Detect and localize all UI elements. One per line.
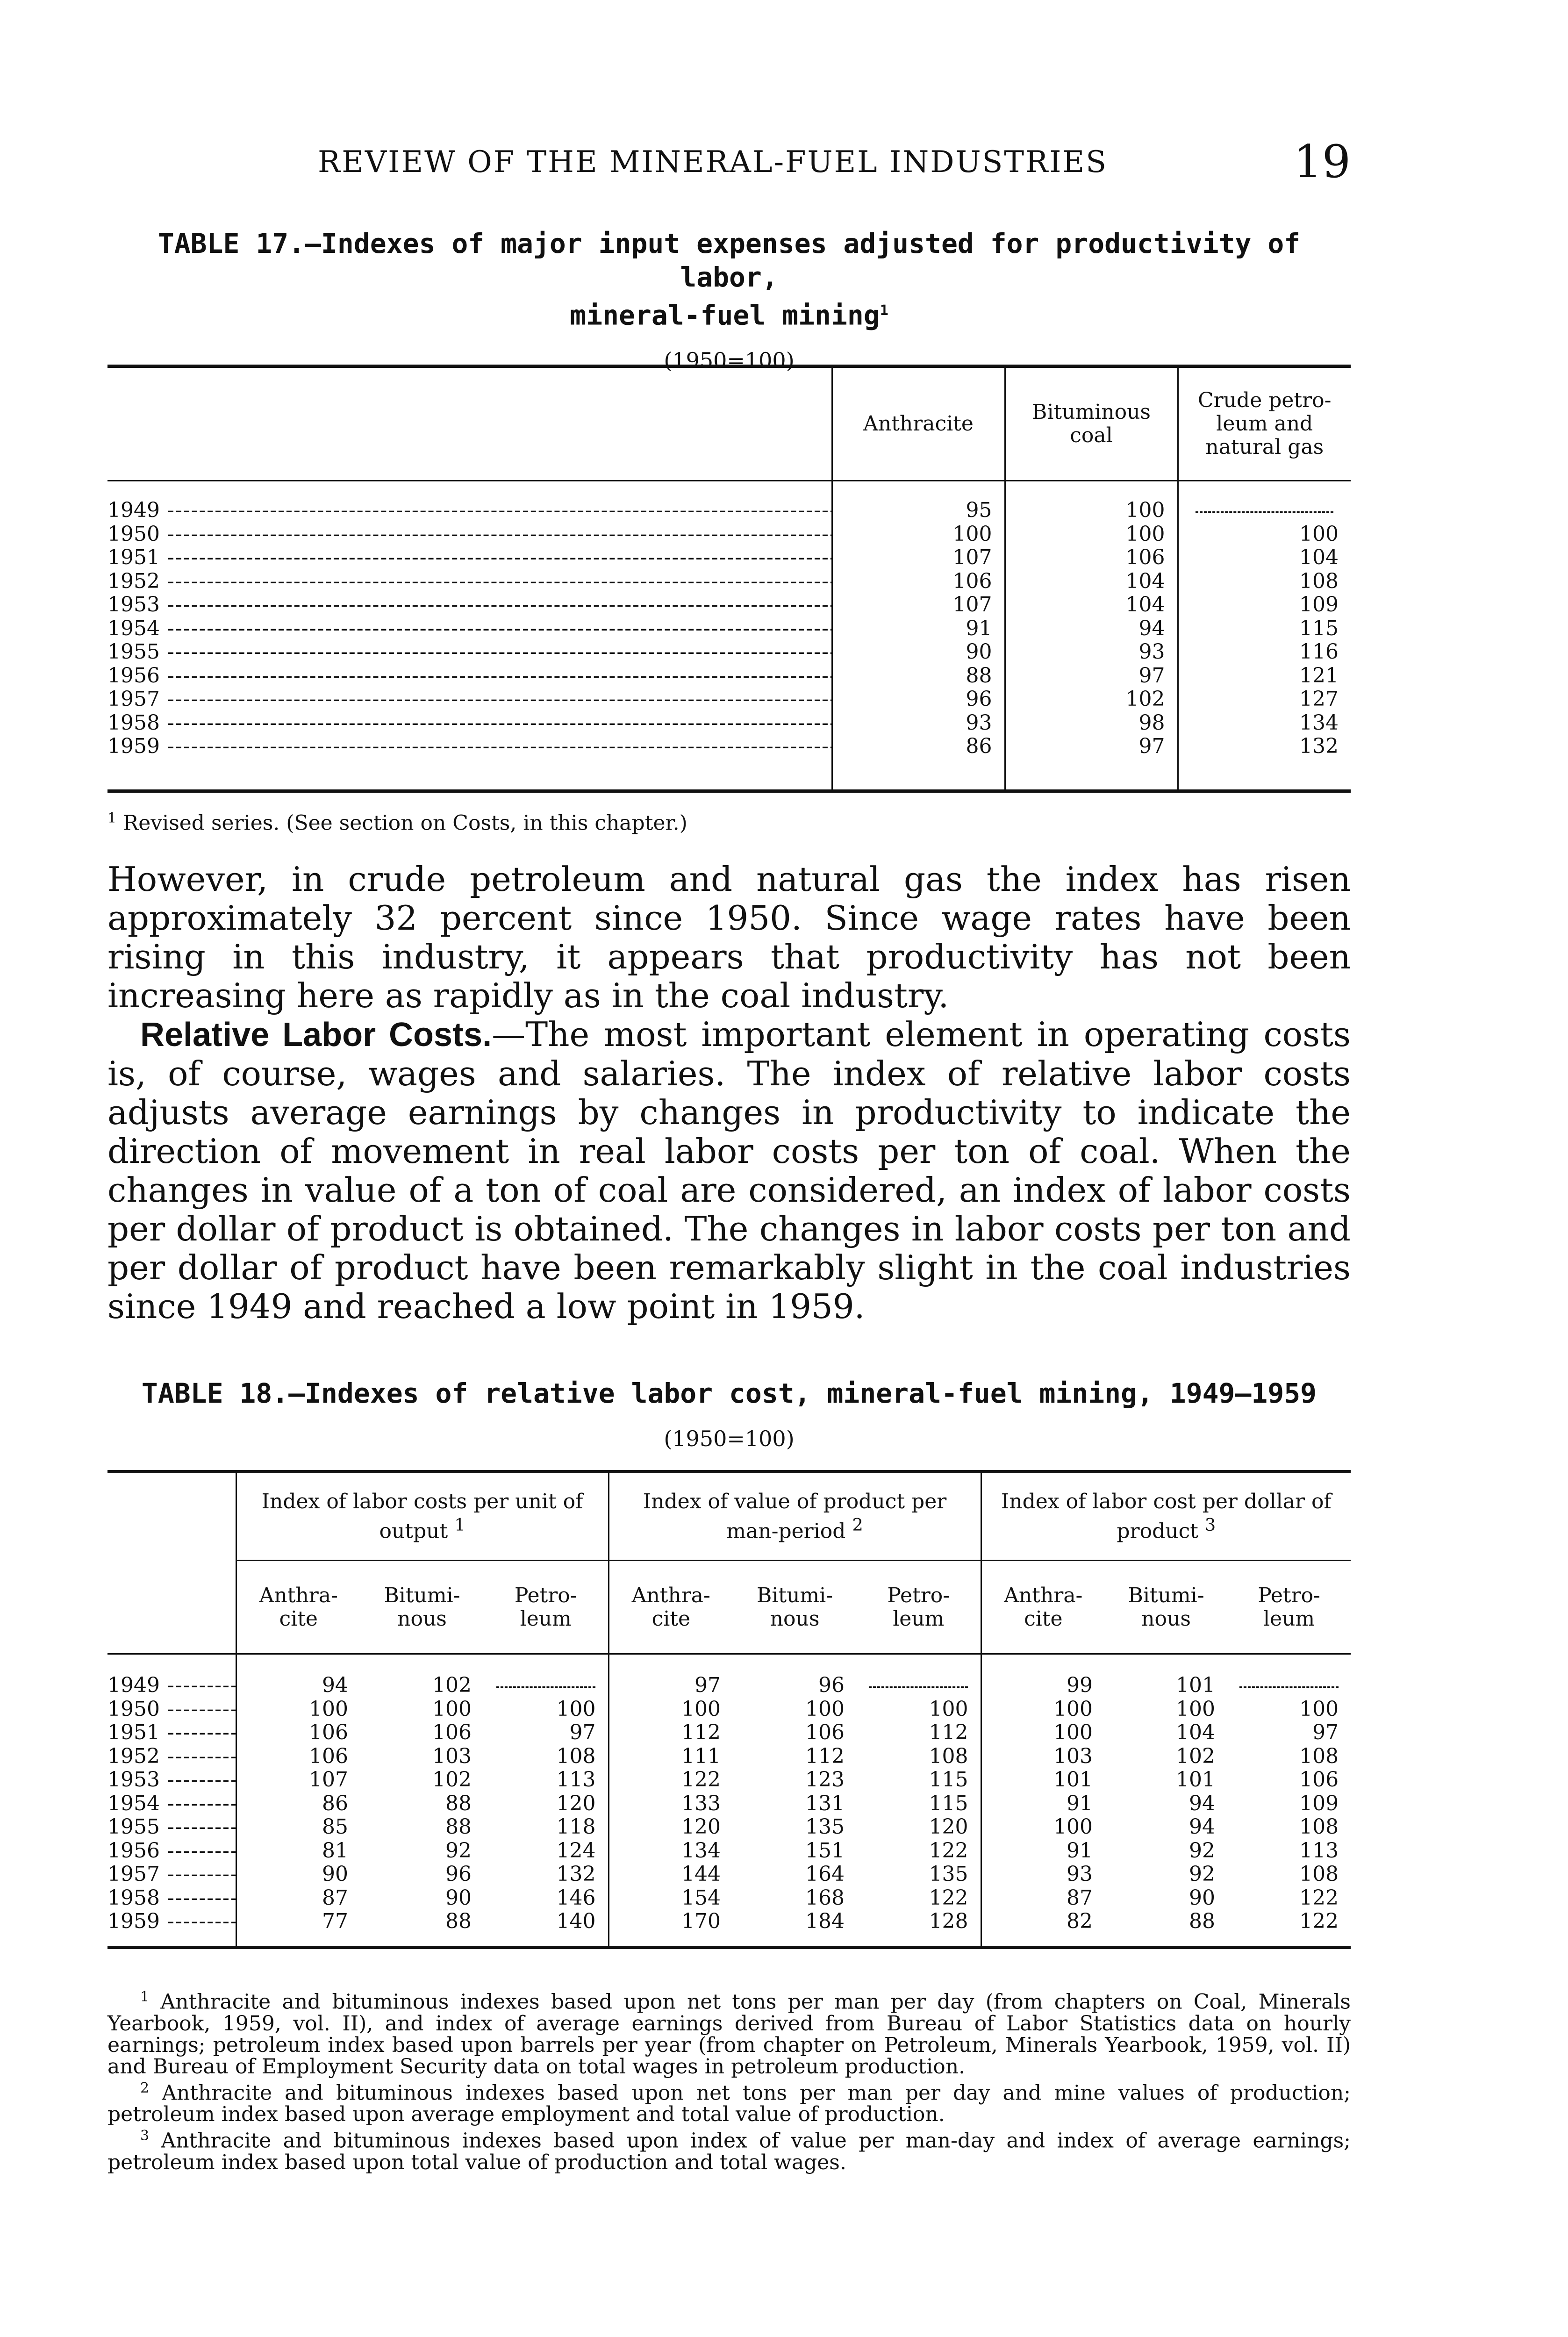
table18-row	[107, 1698, 1351, 1721]
table18-cell-year: 1959 -----	[107, 1910, 236, 1934]
table18-cell-value: 120	[556, 1791, 596, 1815]
table18-cell-value: 144	[609, 1863, 733, 1886]
table18-cell-value: 96	[445, 1862, 472, 1886]
table18-cell-value: 112	[609, 1721, 733, 1745]
table18-cell-value: 100	[929, 1697, 968, 1721]
table18-cell-value: 101	[1176, 1673, 1216, 1697]
table18-cell-value: 118	[556, 1815, 596, 1839]
table18-row	[107, 1674, 1351, 1698]
page-number: 19	[1293, 136, 1351, 188]
table18-cell-value: 108	[1299, 1862, 1339, 1886]
table17-cell-petroleum: 115	[1178, 617, 1351, 641]
table17-cell-year: 1957 -----	[107, 688, 832, 711]
table18-cell-value: 87	[981, 1886, 1105, 1910]
table18-cell-value: 100	[236, 1698, 360, 1721]
table18-row	[107, 1792, 1351, 1816]
table18-cell-value: 135	[805, 1815, 845, 1839]
table18-cell-value: 90	[236, 1863, 360, 1886]
table18-group-value-per-man-period: Index of value of product per man-period $^2$	[609, 1472, 981, 1561]
body-text	[107, 860, 1351, 1326]
table17-cell-anthracite: 100	[832, 523, 1005, 546]
table17-cell-bituminous: 102	[1005, 688, 1178, 711]
table17-row	[107, 735, 1351, 759]
body-paragraph-2-text: —The most important element in operating costs is, of course, wages and salaries. The index of relative labor costs adjusts average earnings by changes in productivity to indicate the direction of movement in real labor costs per ton of coal. When the changes in value of a ton of coal are considered, an index of labor costs per dollar of product is obtained. The changes in labor costs per ton and per dollar of product have been remarkably slight in the coal industries since 1949 and reached a low point in 1959.	[107, 1015, 1351, 1326]
table18-sub-petroleum-2: Petro-leum	[857, 1561, 981, 1654]
table18-cell-value: 100	[1299, 1697, 1339, 1721]
table18-group-header-row	[107, 1472, 1351, 1561]
table18-row	[107, 1721, 1351, 1745]
table18-cell-value: 102	[1176, 1744, 1216, 1768]
table17-cell-anthracite: 90	[832, 640, 1005, 664]
table18-note-text: Anthracite and bituminous indexes based upon net tons per man per day and mine values of production; petroleum index based upon average employment and total value of production.	[107, 2081, 1351, 2127]
table18-cell-year: 1956 -----	[107, 1839, 236, 1863]
table17-title-line1: TABLE 17.—Indexes of major input expenses adjusted for productivity of labor,	[158, 228, 1301, 293]
table18-sub-anthracite-1: Anthra-cite	[236, 1561, 360, 1654]
table17-row	[107, 570, 1351, 594]
table18-cell-value: 113	[1299, 1838, 1339, 1863]
table18-cell-value: 88	[445, 1815, 472, 1839]
table17-cell-bituminous: 100	[1005, 499, 1178, 523]
table17-cell-bituminous: 97	[1005, 664, 1178, 688]
table18-cell-value: 94	[236, 1674, 360, 1698]
table17-header-row	[107, 366, 1351, 481]
table18-cell-year: 1951 -----	[107, 1721, 236, 1745]
table18-cell-value	[484, 1674, 609, 1698]
table17-cell-petroleum	[1178, 499, 1351, 523]
table18-cell-value: 122	[1299, 1909, 1339, 1933]
table18-row	[107, 1745, 1351, 1769]
table18-cell-value: 91	[981, 1792, 1105, 1816]
table18-cell-value: 97	[569, 1720, 596, 1744]
table18-group-labor-cost-per-unit: Index of labor costs per unit of output $^1$	[236, 1472, 609, 1561]
table17-row	[107, 688, 1351, 711]
table18-cell-value: 85	[236, 1815, 360, 1839]
table18-cell-value: 102	[432, 1768, 472, 1792]
page-header	[107, 136, 1351, 192]
table17-cell-year: 1952 -----	[107, 570, 832, 594]
table18-cell-value: 146	[556, 1885, 596, 1910]
table18-cell-year: 1952 -----	[107, 1745, 236, 1769]
table18-cell-value: 168	[805, 1885, 845, 1910]
table18-body	[107, 1674, 1351, 1934]
table18-cell-value: 106	[432, 1720, 472, 1744]
table18-cell-value: 101	[981, 1768, 1105, 1792]
table18-cell-value: 97	[1312, 1720, 1339, 1744]
table18-sub-petroleum-1: Petro-leum	[484, 1561, 609, 1654]
table18-cell-value: 99	[981, 1674, 1105, 1698]
table18-caption	[107, 1376, 1351, 1451]
running-head: REVIEW OF THE MINERAL-FUEL INDUSTRIES	[318, 145, 1108, 179]
table17-title-note-mark: 1	[880, 302, 888, 319]
table18-cell-value: 122	[1299, 1885, 1339, 1910]
table18-cell-value: 97	[609, 1674, 733, 1698]
table17-cell-anthracite: 88	[832, 664, 1005, 688]
table17-col-petroleum: Crude petro-leum and natural gas	[1178, 366, 1351, 481]
table18-cell-value: 102	[432, 1673, 472, 1697]
table17-cell-bituminous: 104	[1005, 593, 1178, 617]
table18-row	[107, 1815, 1351, 1839]
table18-cell-value: 111	[609, 1745, 733, 1769]
table18-cell-value: 115	[929, 1768, 968, 1792]
table18-cell-year: 1954 -----	[107, 1792, 236, 1816]
table17-row	[107, 664, 1351, 688]
dash-leader	[496, 1686, 595, 1688]
table17-cell-bituminous: 98	[1005, 711, 1178, 735]
table18-row	[107, 1768, 1351, 1792]
table18-base: (1950=100)	[664, 1426, 795, 1451]
table18-cell-value: 106	[1299, 1768, 1339, 1792]
table18-row	[107, 1863, 1351, 1886]
table18-note-mark: 2	[140, 2079, 150, 2096]
table17-title-line2: mineral-fuel mining	[570, 299, 880, 331]
table17-cell-petroleum: 104	[1178, 546, 1351, 570]
table18-cell-value: 108	[929, 1744, 968, 1768]
table18-cell-value: 100	[981, 1815, 1105, 1839]
table18-sub-bituminous-1: Bitumi-nous	[360, 1561, 484, 1654]
table18-row	[107, 1839, 1351, 1863]
table18-cell-value: 100	[981, 1721, 1105, 1745]
table18-cell-value: 108	[1299, 1744, 1339, 1768]
table18-cell-value: 92	[1189, 1862, 1216, 1886]
table18-cell-value: 82	[981, 1910, 1105, 1934]
table18-cell-year: 1950 -----	[107, 1698, 236, 1721]
table18-cell-value: 94	[1189, 1791, 1216, 1815]
table18-cell-value: 106	[236, 1721, 360, 1745]
table17-col-anthracite: Anthracite	[832, 366, 1005, 481]
table18-cell-value: 170	[609, 1910, 733, 1934]
table18-cell-value: 94	[1189, 1815, 1216, 1839]
table18	[107, 1470, 1351, 1949]
table18-cell-value: 131	[805, 1791, 845, 1815]
table18-cell-value: 135	[929, 1862, 968, 1886]
table17-cell-year: 1954 -----	[107, 617, 832, 641]
table18-cell-value: 115	[929, 1791, 968, 1815]
table18-cell-value: 106	[805, 1720, 845, 1744]
table17-cell-petroleum: 100	[1178, 523, 1351, 546]
table17-cell-petroleum: 121	[1178, 664, 1351, 688]
dash-leader	[869, 1686, 968, 1688]
table17-footnote-mark: 1	[107, 810, 117, 826]
table18-cell-value: 77	[236, 1910, 360, 1934]
table17-title	[107, 227, 1351, 332]
table18-cell-value: 120	[929, 1815, 968, 1839]
table17-row	[107, 711, 1351, 735]
table18-cell-value: 133	[609, 1792, 733, 1816]
table18-cell-value: 103	[432, 1744, 472, 1768]
table18-cell-value: 92	[1189, 1838, 1216, 1863]
table18-cell-value: 90	[445, 1885, 472, 1910]
table17-caption	[107, 227, 1351, 373]
table18-cell-year: 1953 -----	[107, 1768, 236, 1792]
table17-cell-bituminous: 100	[1005, 523, 1178, 546]
table17-cell-petroleum: 127	[1178, 688, 1351, 711]
table18-cell-value: 101	[1176, 1768, 1216, 1792]
table18-note	[107, 2125, 1351, 2173]
table18-cell-value: 100	[609, 1698, 733, 1721]
table18-cell-value: 100	[805, 1697, 845, 1721]
table18-stub-header	[107, 1472, 236, 1654]
table18-cell-value: 86	[236, 1792, 360, 1816]
table18-cell-value: 151	[805, 1838, 845, 1863]
table17	[107, 365, 1351, 793]
table18-sub-bituminous-2: Bitumi-nous	[733, 1561, 857, 1654]
table18-row	[107, 1910, 1351, 1934]
table17-cell-year: 1958 -----	[107, 711, 832, 735]
table18-cell-value: 108	[556, 1744, 596, 1768]
table18-cell-value: 100	[981, 1698, 1105, 1721]
table18-cell-value: 112	[929, 1720, 968, 1744]
table18-cell-value: 113	[556, 1768, 596, 1792]
table18-cell-value: 88	[445, 1909, 472, 1933]
table17-row	[107, 499, 1351, 523]
table18-note-text: Anthracite and bituminous indexes based upon index of value per man-day and index of average earnings; petroleum index based upon total value of production and total wages.	[107, 2129, 1351, 2174]
table18-note-mark: 3	[140, 2128, 150, 2144]
table17-cell-year: 1955 -----	[107, 640, 832, 664]
table18-cell-value: 107	[236, 1768, 360, 1792]
table17-cell-year: 1956 -----	[107, 664, 832, 688]
table18-cell-value: 124	[556, 1838, 596, 1863]
table17-cell-anthracite: 107	[832, 546, 1005, 570]
table18-notes	[107, 1986, 1351, 2173]
table18-cell-value: 93	[981, 1863, 1105, 1886]
table17-row	[107, 640, 1351, 664]
table18-cell-value: 106	[236, 1745, 360, 1769]
table18-cell-value: 100	[432, 1697, 472, 1721]
table18-cell-year: 1957 -----	[107, 1863, 236, 1886]
table17-cell-year: 1951 -----	[107, 546, 832, 570]
table18-cell-value: 184	[805, 1909, 845, 1933]
dash-leader	[1239, 1686, 1338, 1688]
table18-subheader-row	[107, 1561, 1351, 1654]
body-paragraph-2	[107, 1015, 1351, 1326]
table18-cell-value: 112	[805, 1744, 845, 1768]
table17-row	[107, 546, 1351, 570]
table18-cell-value: 87	[236, 1886, 360, 1910]
table18-cell-value	[857, 1674, 981, 1698]
table18-cell-value: 140	[556, 1909, 596, 1933]
table17-cell-anthracite: 91	[832, 617, 1005, 641]
table18-cell-value: 164	[805, 1862, 845, 1886]
table17-col-bituminous: Bituminous coal	[1005, 366, 1178, 481]
table18-cell-value: 100	[1176, 1697, 1216, 1721]
table18-cell-value: 128	[929, 1909, 968, 1933]
body-paragraph-1: However, in crude petroleum and natural gas the index has risen approximately 32 percent since 1950. Since wage rates have been rising in this industry, it appears that productivity has not been increasing here as rapidly as in the coal industry.	[107, 860, 1351, 1015]
table17-cell-petroleum: 108	[1178, 570, 1351, 594]
table18-cell-value: 88	[445, 1791, 472, 1815]
table18-cell-value: 88	[1189, 1909, 1216, 1933]
table17-cell-anthracite: 86	[832, 735, 1005, 759]
table18-cell-value: 108	[1299, 1815, 1339, 1839]
table18-cell-value: 104	[1176, 1720, 1216, 1744]
table17-base: (1950=100)	[664, 348, 795, 373]
table17-cell-year: 1953 -----	[107, 593, 832, 617]
table17-footnote-text: Revised series. (See section on Costs, in this chapter.)	[123, 811, 687, 835]
table18-note	[107, 2078, 1351, 2126]
table17-cell-anthracite: 107	[832, 593, 1005, 617]
table18-cell-value: 103	[981, 1745, 1105, 1769]
table18-cell-value: 92	[445, 1838, 472, 1863]
table18-cell-value: 100	[556, 1697, 596, 1721]
table18-cell-value: 123	[805, 1768, 845, 1792]
table18-cell-value: 120	[609, 1815, 733, 1839]
table17-row	[107, 617, 1351, 641]
table17-cell-anthracite: 95	[832, 499, 1005, 523]
table18-cell-year: 1958 -----	[107, 1886, 236, 1910]
table18-cell-value: 122	[609, 1768, 733, 1792]
table17-cell-bituminous: 94	[1005, 617, 1178, 641]
table17-cell-bituminous: 97	[1005, 735, 1178, 759]
table18-sub-anthracite-3: Anthra-cite	[981, 1561, 1105, 1654]
table18-cell-value: 81	[236, 1839, 360, 1863]
table18-sub-anthracite-2: Anthra-cite	[609, 1561, 733, 1654]
table18-cell-value: 134	[609, 1839, 733, 1863]
table17-cell-bituminous: 93	[1005, 640, 1178, 664]
table17-body	[107, 499, 1351, 759]
table18-note-mark: 1	[140, 1989, 150, 2005]
table17-cell-year: 1949 -----	[107, 499, 832, 523]
table17-stub-header	[107, 366, 832, 481]
table18-title: TABLE 18.—Indexes of relative labor cost, mineral-fuel mining, 1949–1959	[141, 1377, 1317, 1409]
relative-labor-costs-heading: Relative Labor Costs.	[140, 1016, 492, 1054]
table17-row	[107, 593, 1351, 617]
table17-footnote	[107, 808, 1351, 834]
table17-cell-anthracite: 93	[832, 711, 1005, 735]
table18-row	[107, 1886, 1351, 1910]
table17-cell-petroleum: 134	[1178, 711, 1351, 735]
table17-cell-anthracite: 96	[832, 688, 1005, 711]
table18-cell-value: 109	[1299, 1791, 1339, 1815]
table17-cell-petroleum: 132	[1178, 735, 1351, 759]
table18-cell-year: 1955 -----	[107, 1815, 236, 1839]
table18-cell-value: 90	[1189, 1885, 1216, 1910]
table17-cell-year: 1950 -----	[107, 523, 832, 546]
table17-cell-anthracite: 106	[832, 570, 1005, 594]
table18-sub-petroleum-3: Petro-leum	[1227, 1561, 1351, 1654]
table18-cell-value: 91	[981, 1839, 1105, 1863]
table17-cell-year: 1959 -----	[107, 735, 832, 759]
table18-sub-bituminous-3: Bitumi-nous	[1105, 1561, 1227, 1654]
dash-leader	[1196, 511, 1333, 513]
table18-cell-value: 96	[818, 1673, 845, 1697]
table17-row	[107, 523, 1351, 546]
table18-cell-value: 122	[929, 1885, 968, 1910]
table17-cell-bituminous: 106	[1005, 546, 1178, 570]
table18-note-text: Anthracite and bituminous indexes based upon net tons per man per day (from chapters on Coal, Minerals Yearbook, 1959, vol. II), and index of average earnings derived from Bureau of Labor Statistics data on hourly earnings; petroleum index based upon barrels per year (from chapter on Petroleum, Minerals Yearbook, 1959, vol. II) and Bureau of Employment Security data on total wages in petroleum production.	[107, 1990, 1351, 2079]
table17-cell-bituminous: 104	[1005, 570, 1178, 594]
table17-cell-petroleum: 116	[1178, 640, 1351, 664]
table18-cell-value	[1227, 1674, 1351, 1698]
table17-cell-petroleum: 109	[1178, 593, 1351, 617]
table18-group-labor-cost-per-dollar: Index of labor cost per dollar of product $^3$	[981, 1472, 1351, 1561]
table18-cell-value: 122	[929, 1838, 968, 1863]
table18-cell-year: 1949 -----	[107, 1674, 236, 1698]
table18-note	[107, 1986, 1351, 2078]
table18-cell-value: 132	[556, 1862, 596, 1886]
table18-cell-value: 154	[609, 1886, 733, 1910]
